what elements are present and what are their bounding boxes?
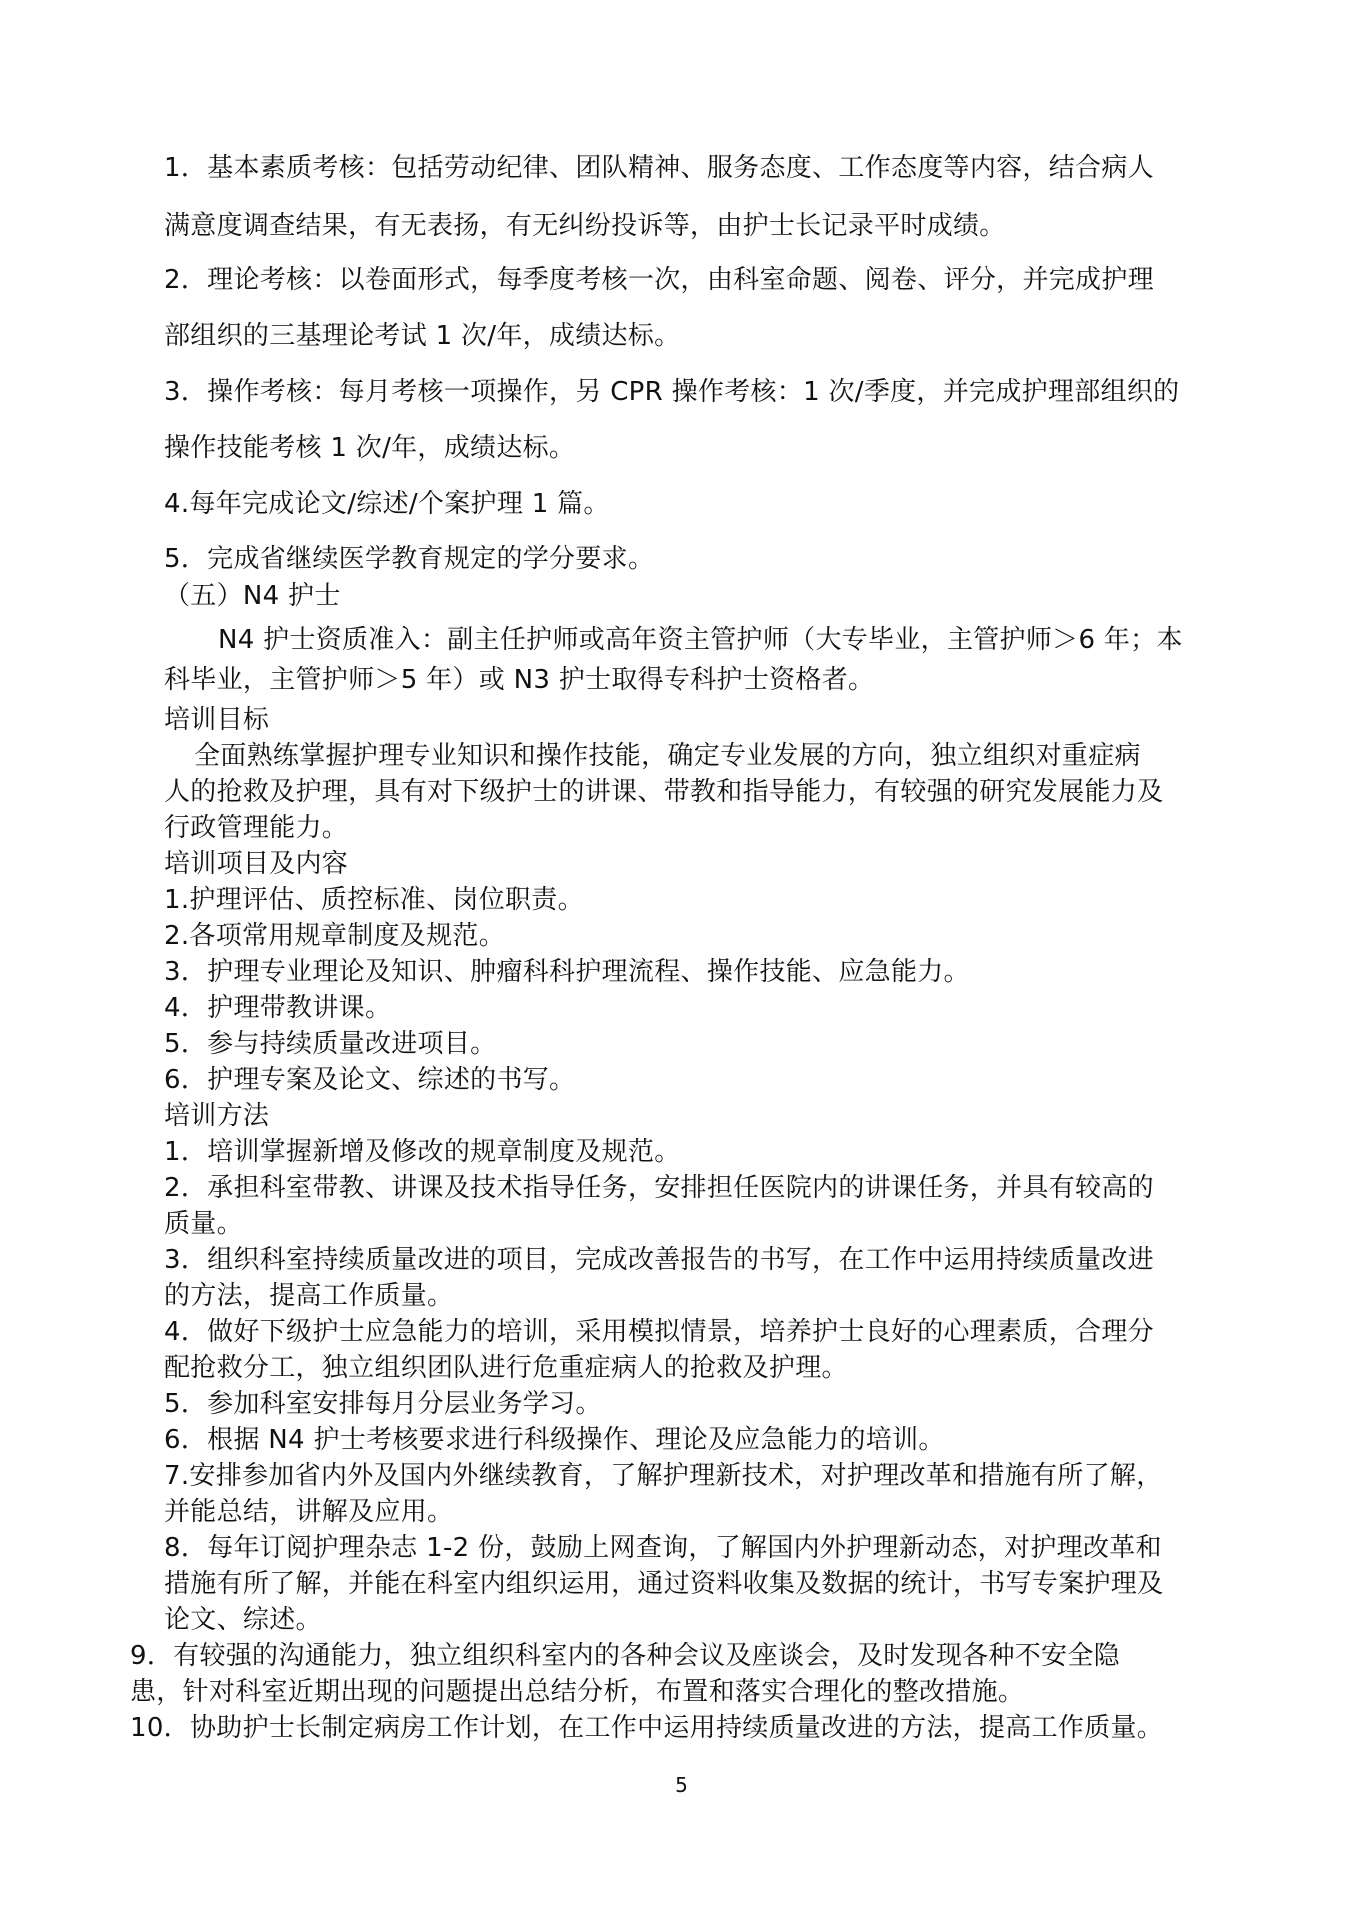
list-item: 措施有所了解，并能在科室内组织运用，通过资料收集及数据的统计，书写专案护理及 — [164, 1569, 1164, 1599]
list-item: 患，针对科室近期出现的问题提出总结分析，布置和落实合理化的整改措施。 — [130, 1677, 1025, 1707]
list-item: 9．有较强的沟通能力，独立组织科室内的各种会议及座谈会，及时发现各种不安全隐 — [130, 1641, 1120, 1671]
list-item: 7.安排参加省内外及国内外继续教育，了解护理新技术，对护理改革和措施有所了解， — [164, 1461, 1163, 1491]
page-number: 5 — [675, 1773, 688, 1797]
text-line: 2．理论考核：以卷面形式，每季度考核一次，由科室命题、阅卷、评分，并完成护理 — [164, 265, 1154, 295]
list-item: 并能总结，讲解及应用。 — [164, 1497, 454, 1527]
list-item: 论文、综述。 — [164, 1605, 322, 1635]
list-item: 1.护理评估、质控标准、岗位职责。 — [164, 885, 584, 915]
text-line: N4 护士资质准入：副主任护师或高年资主管护师（大专毕业，主管护师＞6 年；本 — [218, 625, 1183, 655]
list-item: 配抢救分工，独立组织团队进行危重症病人的抢救及护理。 — [164, 1353, 848, 1383]
list-item: 1．培训掌握新增及修改的规章制度及规范。 — [164, 1137, 681, 1167]
text-line: 全面熟练掌握护理专业知识和操作技能，确定专业发展的方向，独立组织对重症病 — [194, 741, 1141, 771]
text-line: 满意度调查结果，有无表扬，有无纠纷投诉等，由护士长记录平时成绩。 — [164, 211, 1006, 241]
text-line: 操作技能考核 1 次/年，成绩达标。 — [164, 433, 576, 463]
list-item: 5．参加科室安排每月分层业务学习。 — [164, 1389, 602, 1419]
list-item: 5．参与持续质量改进项目。 — [164, 1029, 497, 1059]
text-line: 4.每年完成论文/综述/个案护理 1 篇。 — [164, 489, 610, 519]
list-item: 8．每年订阅护理杂志 1-2 份，鼓励上网查询，了解国内外护理新动态，对护理改革和 — [164, 1533, 1162, 1563]
list-item: 3．组织科室持续质量改进的项目，完成改善报告的书写，在工作中运用持续质量改进 — [164, 1245, 1154, 1275]
section-heading: （五）N4 护士 — [164, 581, 341, 611]
list-item: 3．护理专业理论及知识、肿瘤科科护理流程、操作技能、应急能力。 — [164, 957, 970, 987]
subsection-heading: 培训方法 — [164, 1101, 270, 1131]
list-item: 4．做好下级护士应急能力的培训，采用模拟情景，培养护士良好的心理素质，合理分 — [164, 1317, 1154, 1347]
list-item: 质量。 — [164, 1209, 243, 1239]
list-item: 6．根据 N4 护士考核要求进行科级操作、理论及应急能力的培训。 — [164, 1425, 945, 1455]
text-line: 行政管理能力。 — [164, 813, 349, 843]
list-item: 6．护理专案及论文、综述的书写。 — [164, 1065, 576, 1095]
list-item: 2．承担科室带教、讲课及技术指导任务，安排担任医院内的讲课任务，并具有较高的 — [164, 1173, 1154, 1203]
text-line: 5．完成省继续医学教育规定的学分要求。 — [164, 544, 655, 574]
text-line: 3．操作考核：每月考核一项操作，另 CPR 操作考核：1 次/季度，并完成护理部组织的 — [164, 377, 1180, 407]
subsection-heading: 培训项目及内容 — [164, 849, 349, 879]
subsection-heading: 培训目标 — [164, 705, 270, 735]
text-line: 1．基本素质考核：包括劳动纪律、团队精神、服务态度、工作态度等内容，结合病人 — [164, 153, 1154, 183]
list-item: 的方法，提高工作质量。 — [164, 1281, 454, 1311]
text-line: 人的抢救及护理，具有对下级护士的讲课、带教和指导能力，有较强的研究发展能力及 — [164, 777, 1164, 807]
list-item: 10．协助护士长制定病房工作计划，在工作中运用持续质量改进的方法，提高工作质量。 — [130, 1713, 1164, 1743]
text-line: 部组织的三基理论考试 1 次/年，成绩达标。 — [164, 321, 681, 351]
text-line: 科毕业，主管护师＞5 年）或 N3 护士取得专科护士资格者。 — [164, 665, 875, 695]
list-item: 2.各项常用规章制度及规范。 — [164, 921, 506, 951]
list-item: 4．护理带教讲课。 — [164, 993, 392, 1023]
